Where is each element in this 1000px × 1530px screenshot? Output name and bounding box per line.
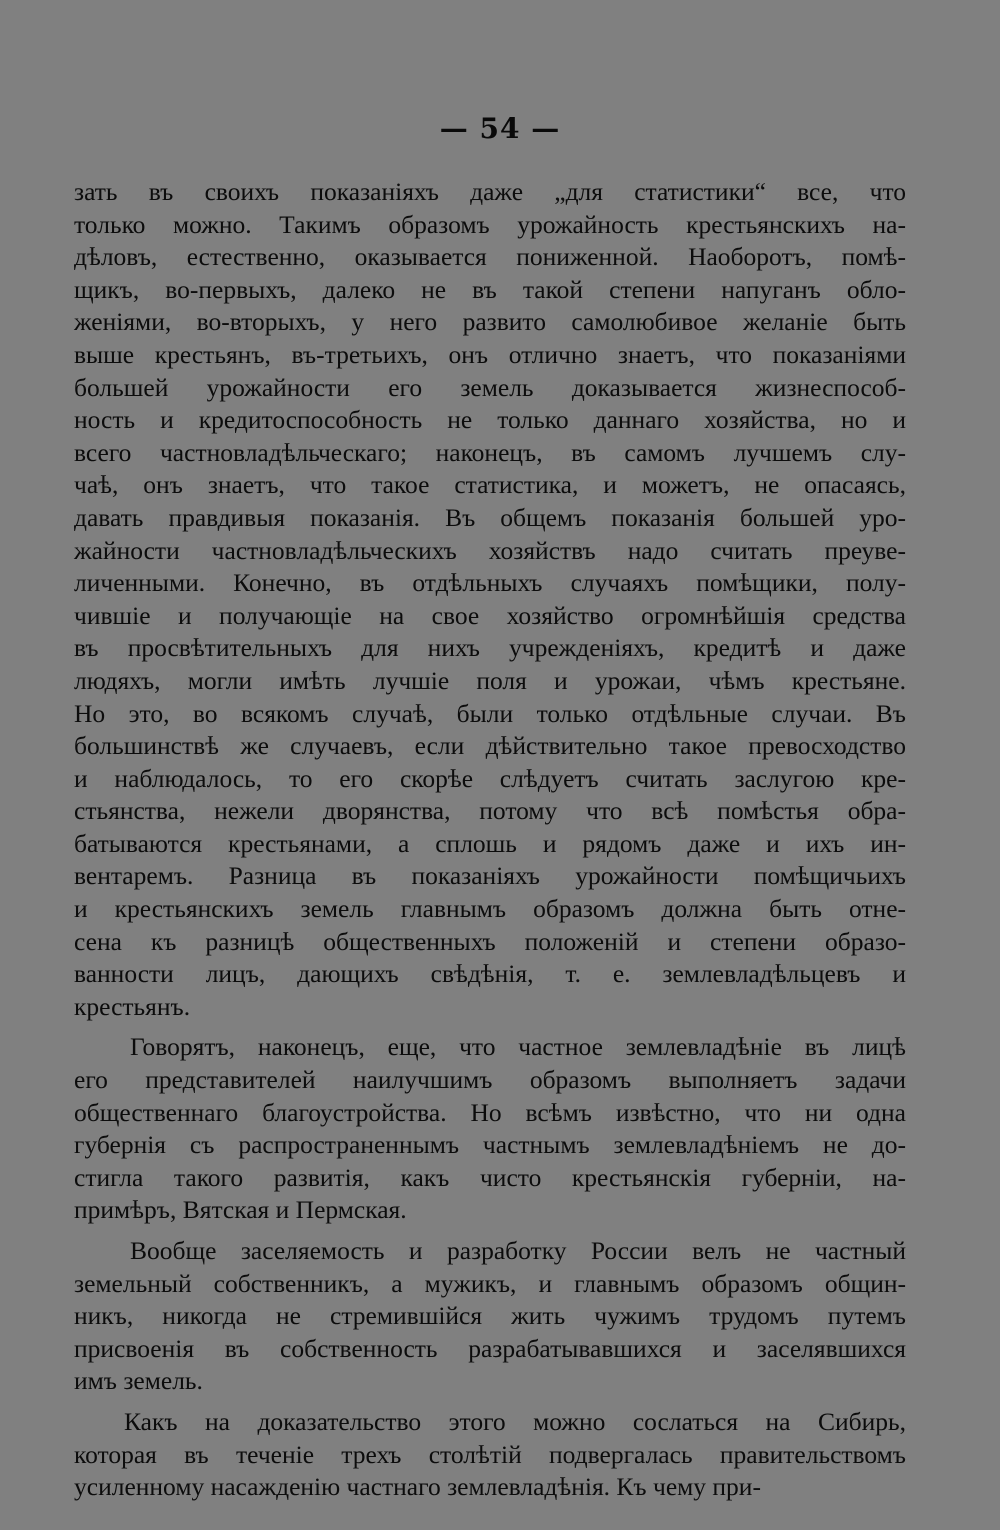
text-line: сена къ разницѣ общественныхъ положеній и степени образо- [74, 926, 906, 956]
text-line: женіями, во-вторыхъ, у него развито самолюбивое желаніе быть [74, 307, 906, 337]
text-line: примѣръ, Вятская и Пермская. [74, 1195, 407, 1225]
paragraph [74, 1406, 906, 1504]
text-line: давать правдивыя показанія. Въ общемъ показанія большей уро- [74, 502, 906, 532]
paragraph-gap [74, 1398, 906, 1406]
text-line: губернія съ распространеннымъ частнымъ землевладѣніемъ не до- [74, 1130, 906, 1160]
page-number: — 54 — [439, 112, 561, 145]
body-text [74, 176, 906, 1504]
text-line: и наблюдалось, то его скорѣе слѣдуетъ считать заслугою кре- [74, 763, 906, 793]
text-line: большинствѣ же случаевъ, если дѣйствительно такое превосходство [74, 731, 906, 761]
text-line: батываются крестьянами, а сплошь и рядомъ даже и ихъ ин- [74, 828, 906, 858]
text-line: его представителей наилучшимъ образомъ выполняетъ задачи [74, 1065, 906, 1095]
text-line: личенными. Конечно, въ отдѣльныхъ случаяхъ помѣщики, полу- [74, 568, 906, 598]
text-line: стигла такого развитія, какъ чисто крестьянскія губерніи, на- [74, 1162, 906, 1192]
text-line: большей урожайности его земель доказывается жизнеспособ- [74, 372, 906, 402]
text-line: Вообще заселяемость и разработку России велъ не частный [130, 1236, 906, 1265]
text-line: вентаремъ. Разница въ показаніяхъ урожайности помѣщичьихъ [74, 861, 906, 891]
text-line: земельный собственникъ, а мужикъ, и главнымъ образомъ общин- [74, 1268, 906, 1298]
paragraph-gap [74, 1023, 906, 1031]
text-line: чаѣ, онъ знаетъ, что такое статистика, и можетъ, не опасаясь, [74, 470, 906, 500]
text-line: людяхъ, могли имѣть лучшіе поля и урожаи, чѣмъ крестьяне. [74, 665, 906, 695]
text-line: щикъ, во-первыхъ, далеко не въ такой степени напуганъ обло- [74, 274, 906, 304]
text-line: общественнаго благоустройства. Но всѣмъ извѣстно, что ни одна [74, 1097, 906, 1127]
text-line: Но это, во всякомъ случаѣ, были только отдѣльные случаи. Въ [74, 698, 906, 728]
text-line: Какъ на доказательство этого можно сослаться на Сибирь, [124, 1406, 906, 1436]
text-line: имъ земель. [74, 1366, 203, 1396]
paragraph-gap [74, 1227, 906, 1235]
text-line: дѣловъ, естественно, оказывается пониженной. Наоборотъ, помѣ- [74, 242, 906, 272]
text-line: присвоенія въ собственность разрабатывавшихся и заселявшихся [74, 1333, 906, 1363]
text-line: чившіе и получающіе на свое хозяйство огромнѣйшія средства [74, 600, 906, 630]
text-line: ность и кредитоспособность не только даннаго хозяйства, но и [74, 405, 906, 435]
text-line: Говорятъ, наконецъ, еще, что частное землевладѣніе въ лицѣ [130, 1032, 906, 1062]
text-line: никъ, никогда не стремившійся жить чужимъ трудомъ путемъ [74, 1301, 906, 1331]
text-line: выше крестьянъ, въ-третьихъ, онъ отлично знаетъ, что показаніями [74, 339, 906, 369]
text-line: которая въ теченіе трехъ столѣтій подвергалась правительствомъ [74, 1439, 906, 1469]
text-line: всего частновладѣльческаго; наконецъ, въ самомъ лучшемъ слу- [74, 437, 906, 467]
text-line: зать въ своихъ показаніяхъ даже „для статистики“ все, что [74, 177, 906, 206]
paragraph [74, 1031, 906, 1227]
text-line: жайности частновладѣльческихъ хозяйствъ надо считать преуве- [74, 535, 906, 565]
paragraph [74, 1235, 906, 1398]
text-line: только можно. Такимъ образомъ урожайность крестьянскихъ на- [74, 209, 906, 239]
text-line: стьянства, нежели дворянства, потому что всѣ помѣстья обра- [74, 796, 906, 826]
text-line: ванности лицъ, дающихъ свѣдѣнія, т. е. землевладѣльцевъ и [74, 959, 906, 989]
text-line: крестьянъ. [74, 991, 191, 1021]
text-line: въ просвѣтительныхъ для нихъ учрежденіяхъ, кредитѣ и даже [74, 633, 906, 663]
text-line: и крестьянскихъ земель главнымъ образомъ должна быть отне- [74, 894, 906, 924]
paragraph [74, 176, 906, 1023]
text-line: усиленному насажденію частнаго землевладѣнія. Къ чему при- [74, 1472, 761, 1502]
